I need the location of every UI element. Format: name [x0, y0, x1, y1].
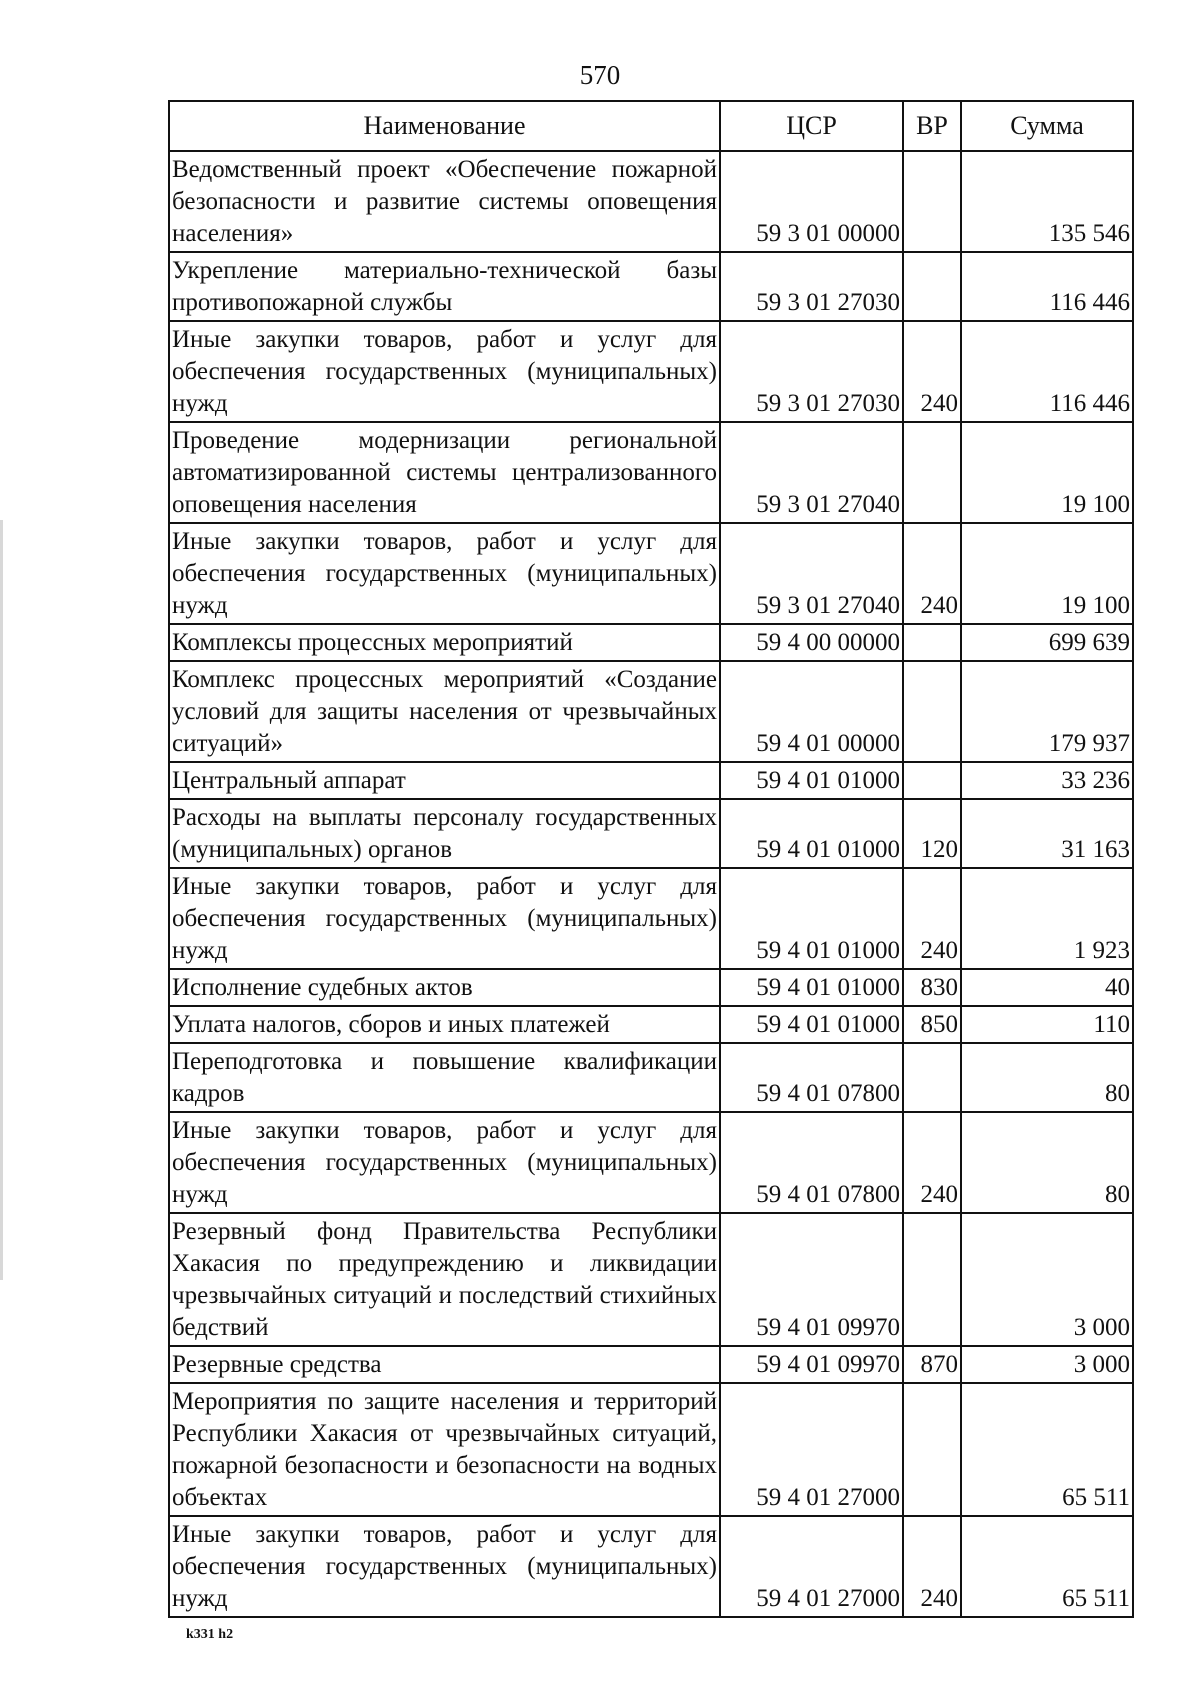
cell-csr: 59 4 01 09970 [720, 1213, 903, 1346]
cell-name: Расходы на выплаты персоналу государственных (муниципальных) органов [169, 799, 720, 868]
table-row [169, 422, 1133, 523]
table-row [169, 661, 1133, 762]
cell-csr: 59 4 00 00000 [720, 624, 903, 661]
cell-csr: 59 4 01 09970 [720, 1346, 903, 1383]
table-body [169, 151, 1133, 1617]
table-header-row [169, 101, 1133, 151]
cell-sum: 3 000 [961, 1213, 1133, 1346]
table-row [169, 1112, 1133, 1213]
cell-name: Исполнение судебных актов [169, 969, 720, 1006]
header-csr: ЦСР [720, 101, 903, 151]
cell-name: Иные закупки товаров, работ и услуг для обеспечения государственных (муниципальных) нужд [169, 321, 720, 422]
cell-vr [903, 762, 961, 799]
cell-vr: 830 [903, 969, 961, 1006]
cell-vr [903, 624, 961, 661]
scan-edge-mark [0, 520, 3, 1280]
cell-vr: 240 [903, 1516, 961, 1617]
table-row [169, 1006, 1133, 1043]
cell-name: Иные закупки товаров, работ и услуг для обеспечения государственных (муниципальных) нужд [169, 523, 720, 624]
table-row [169, 1516, 1133, 1617]
cell-vr [903, 151, 961, 252]
table-row [169, 1213, 1133, 1346]
table-row [169, 1043, 1133, 1112]
cell-csr: 59 4 01 07800 [720, 1112, 903, 1213]
table-row [169, 799, 1133, 868]
cell-csr: 59 4 01 07800 [720, 1043, 903, 1112]
cell-name: Центральный аппарат [169, 762, 720, 799]
cell-name: Мероприятия по защите населения и территорий Республики Хакасия от чрезвычайных ситуаций, пожарной безопасности и безопасности на водных объектах [169, 1383, 720, 1516]
cell-name: Укрепление материально-технической базы противопожарной службы [169, 252, 720, 321]
page-number: 570 [579, 60, 621, 90]
cell-vr [903, 1043, 961, 1112]
cell-sum: 110 [961, 1006, 1133, 1043]
table-row [169, 868, 1133, 969]
cell-name: Иные закупки товаров, работ и услуг для обеспечения государственных (муниципальных) нужд [169, 1516, 720, 1617]
cell-sum: 33 236 [961, 762, 1133, 799]
cell-sum: 699 639 [961, 624, 1133, 661]
cell-sum: 135 546 [961, 151, 1133, 252]
cell-csr: 59 3 01 27040 [720, 523, 903, 624]
table-row [169, 969, 1133, 1006]
table-row [169, 523, 1133, 624]
cell-sum: 31 163 [961, 799, 1133, 868]
cell-vr: 850 [903, 1006, 961, 1043]
table-row [169, 762, 1133, 799]
cell-csr: 59 4 01 00000 [720, 661, 903, 762]
cell-name: Ведомственный проект «Обеспечение пожарной безопасности и развитие системы оповещения населения» [169, 151, 720, 252]
cell-csr: 59 3 01 00000 [720, 151, 903, 252]
cell-csr: 59 4 01 01000 [720, 1006, 903, 1043]
cell-name: Комплексы процессных мероприятий [169, 624, 720, 661]
cell-name: Иные закупки товаров, работ и услуг для обеспечения государственных (муниципальных) нужд [169, 1112, 720, 1213]
cell-sum: 19 100 [961, 523, 1133, 624]
table-row [169, 151, 1133, 252]
cell-csr: 59 4 01 27000 [720, 1383, 903, 1516]
cell-csr: 59 3 01 27030 [720, 321, 903, 422]
cell-vr: 240 [903, 868, 961, 969]
cell-vr [903, 422, 961, 523]
cell-csr: 59 4 01 01000 [720, 762, 903, 799]
budget-table [168, 100, 1134, 1618]
cell-vr [903, 661, 961, 762]
cell-name: Резервный фонд Правительства Республики Хакасия по предупреждению и ликвидации чрезвычайных ситуаций и последствий стихийных бедствий [169, 1213, 720, 1346]
table-row [169, 252, 1133, 321]
cell-sum: 65 511 [961, 1516, 1133, 1617]
table-row [169, 1383, 1133, 1516]
cell-vr: 240 [903, 1112, 961, 1213]
cell-vr: 240 [903, 523, 961, 624]
cell-sum: 1 923 [961, 868, 1133, 969]
cell-vr [903, 1383, 961, 1516]
header-vr: ВР [903, 101, 961, 151]
cell-name: Иные закупки товаров, работ и услуг для обеспечения государственных (муниципальных) нужд [169, 868, 720, 969]
cell-csr: 59 4 01 01000 [720, 969, 903, 1006]
cell-csr: 59 3 01 27030 [720, 252, 903, 321]
cell-sum: 19 100 [961, 422, 1133, 523]
cell-csr: 59 4 01 01000 [720, 799, 903, 868]
cell-sum: 116 446 [961, 252, 1133, 321]
cell-sum: 3 000 [961, 1346, 1133, 1383]
header-sum: Сумма [961, 101, 1133, 151]
cell-name: Резервные средства [169, 1346, 720, 1383]
footer-code: k331 h2 [186, 1627, 234, 1642]
cell-vr [903, 1213, 961, 1346]
cell-vr: 120 [903, 799, 961, 868]
cell-sum: 65 511 [961, 1383, 1133, 1516]
cell-name: Переподготовка и повышение квалификации кадров [169, 1043, 720, 1112]
table-row [169, 624, 1133, 661]
cell-sum: 179 937 [961, 661, 1133, 762]
cell-sum: 40 [961, 969, 1133, 1006]
cell-name: Проведение модернизации региональной автоматизированной системы централизованного оповещения населения [169, 422, 720, 523]
cell-csr: 59 3 01 27040 [720, 422, 903, 523]
table-row [169, 1346, 1133, 1383]
cell-vr: 870 [903, 1346, 961, 1383]
cell-sum: 80 [961, 1043, 1133, 1112]
cell-sum: 80 [961, 1112, 1133, 1213]
cell-vr: 240 [903, 321, 961, 422]
cell-name: Уплата налогов, сборов и иных платежей [169, 1006, 720, 1043]
cell-sum: 116 446 [961, 321, 1133, 422]
cell-csr: 59 4 01 27000 [720, 1516, 903, 1617]
table-row [169, 321, 1133, 422]
cell-csr: 59 4 01 01000 [720, 868, 903, 969]
cell-name: Комплекс процессных мероприятий «Создание условий для защиты населения от чрезвычайных ситуаций» [169, 661, 720, 762]
header-name: Наименование [169, 101, 720, 151]
cell-vr [903, 252, 961, 321]
